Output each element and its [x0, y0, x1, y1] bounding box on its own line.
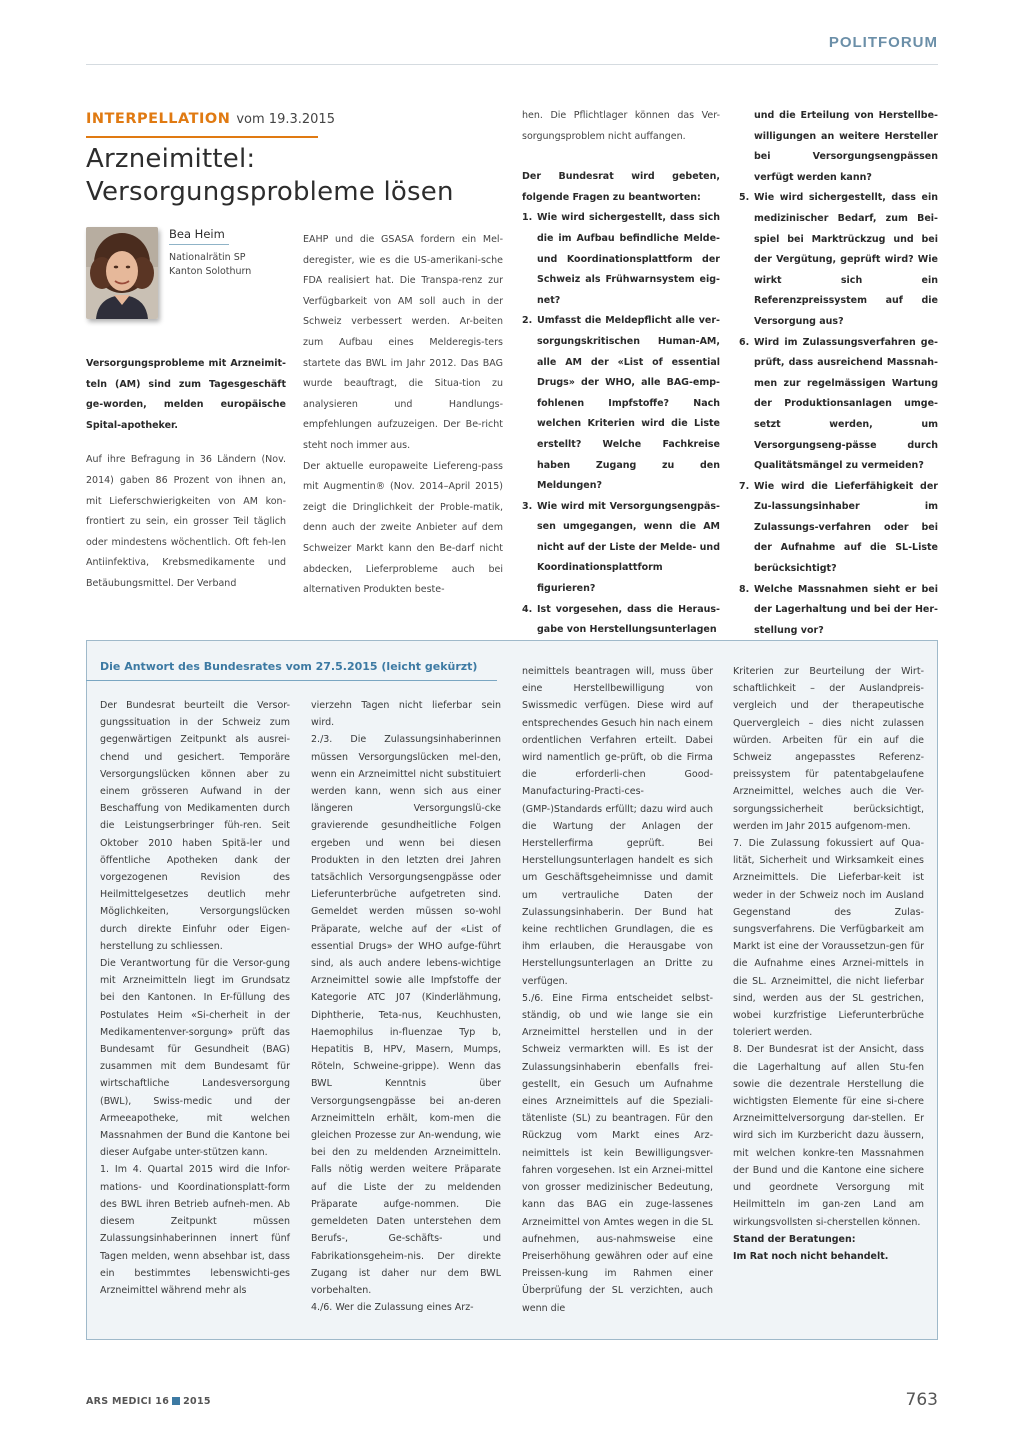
journal-year: 2015: [183, 1396, 211, 1407]
question-list: [522, 208, 720, 640]
lead-paragraph: Versorgungsprobleme mit Arzneimit-teln (AM) sind zum Tagesgeschäft ge-worden, melden europäische Spital-apotheker.: [86, 358, 286, 431]
answer-paragraph: 2./3. Die Zulassungsinhaberinnen müssen Versorgungslücken mel-den, wenn ein Arzneimittel nicht substituiert werden kann, wenn sich aus einer längeren Versorgungslü-cke gravierende gesundheitliche Folgen ergeben und wenn bei diesen Produkten in den letzten drei Jahren tatsächlich Versorgungsengpässe oder Lieferunterbrüche aufgetreten sind. Gemeldet werden müssen so-wohl Präparate, welche auf der «List of essential Drugs» der WHO aufge-führt sind, als auch andere lebens-wichtige Arzneimittel sowie alle Impfstoffe der Kategorie ATC J07 (Kinderlähmung, Diphtherie, Teta-nus, Keuchhusten, Haemophilus in-fluenzae Typ b, Hepatitis B, HPV, Masern, Mumps, Röteln, Schweine-grippe). Wenn das BWL Kenntnis über Versorgungsengpässe bei an-deren Arzneimitteln erhält, kom-men die gleichen Prozesse zur An-wendung, wie bei den zu meldenden Arzneimitteln. Falls nötig werden weitere Präparate auf die Liste der zu meldenden Präparate aufge-nommen. Die gemeldeten Daten unterstehen dem Berufs-, Ge-schäfts- und Fabrikationsgeheim-nis. Der direkte Zugang ist daher nur dem BWL vorbehalten.: [311, 734, 501, 1296]
portrait-image: [86, 227, 158, 319]
body-paragraph: Der aktuelle europaweite Liefereng-pass mit Augmentin® (Nov. 2014–April 2015) zeigt die Dringlichkeit der Proble-matik, denn auch der zweite Anbieter auf dem Schweizer Markt kann den Be-darf nicht abdecken, Lieferprobleme auch bei alternativen Produkten beste-: [303, 460, 503, 596]
question-item: [522, 311, 720, 496]
question-text: Wie wird mit Versorgungsengpäs-sen umgegangen, wenn die AM nicht auf der Liste der Melde- und Koordinationsplattform figurieren?: [537, 500, 720, 595]
question-text: Wie wird sichergestellt, dass ein medizinischer Bedarf, zum Bei-spiel bei Marktrückzug und bei der Vergütung, geprüft wird? Wie wirkt sich ein Referenzpreissystem auf die Versorgung aus?: [754, 192, 938, 327]
header-divider: [86, 64, 938, 65]
question-text: Ist vorgesehen, dass die Heraus-gabe von Herstellungsunterlagen: [537, 603, 720, 636]
square-icon: [172, 1397, 180, 1405]
question-text: und die Erteilung von Herstellbe-willigungen an weitere Hersteller bei Versorgungsengpässen verfügt werden kann?: [754, 110, 938, 183]
status-label: Stand der Beratungen:: [733, 1233, 856, 1245]
question-item: [522, 208, 720, 311]
question-item: [739, 333, 938, 477]
status-value: Im Rat noch nicht behandelt.: [733, 1250, 889, 1262]
answer-paragraph: 7. Die Zulassung fokussiert auf Qua-lität, Sicherheit und Wirksamkeit eines Arzneimittels. Die Lieferbar-keit ist weder in der Schweiz noch im Ausland Gegenstand des Zulas-sungsverfahrens. Die Verfügbarkeit am Markt ist eine der Voraussetzun-gen für die Aufnahme eines Arznei-mittels in die SL. Arzneimittel, die nicht lieferbar sind, werden aus der SL gestrichen, wobei kurzfristige Lieferunterbrüche toleriert werden.: [733, 838, 924, 1039]
author-role: Nationalrätin SP: [169, 252, 246, 263]
question-number: 4.: [522, 603, 533, 615]
kicker-word: INTERPELLATION: [86, 111, 231, 127]
answer-column-3: [522, 663, 713, 1317]
question-number: 6.: [739, 336, 750, 348]
question-number: 8.: [739, 583, 750, 595]
question-item: [739, 477, 938, 580]
answer-paragraph: neimittels beantragen will, muss über eine Herstellbewilligung von Swissmedic verfügen. Diese wird auf entsprechendes Gesuch hin nach einem ordentlichen Verfahren erteilt. Dabei wird namentlich ge-prüft, ob die Firma die erforderli-chen Good-Manufacturing-Practi-ces-(GMP-)Standards erfüllt; dazu wird auch die Wartung der Anlagen der Herstellerfirma geprüft. Bei Herstellungsunterlagen handelt es sich um Geschäftsgeheimnisse und damit um vertrauliche Daten der Zulassungsinhaberin. Der Bund hat keine rechtlichen Grundlagen, die es ihm erlauben, die Herausgabe von Herstellungsunterlagen an Dritte zu verfügen.: [522, 666, 713, 987]
column-3: [522, 106, 720, 641]
question-item: [522, 600, 720, 641]
question-text: Wie wird die Lieferfähigkeit der Zu-lassungsinhaber im Zulassungs-verfahren oder bei der Aufnahme auf die SL-Liste berücksichtigt?: [754, 480, 938, 575]
column-2: [303, 230, 503, 601]
body-paragraph: EAHP und die GSASA fordern ein Mel-deregister, wie es die US-amerikani-sche FDA realisiert hat. Die Transpa-renz zur Verfügbarkeit von AM soll auch in der Schweiz verbessert werden. Ar-beiten zum Aufbau eines Melderegis-ters startete das BWL im Jahr 2012. Das BAG wurde beauftragt, die Situa-tion zu analysieren und Handlungs-empfehlungen aufzuzeigen. Der Be-richt steht noch immer aus.: [303, 234, 503, 451]
kicker: [86, 111, 335, 127]
question-item: [522, 497, 720, 600]
answer-column-2: [311, 697, 501, 1316]
answer-paragraph: 1. Im 4. Quartal 2015 wird die Infor-mations- und Koordinationsplatt-form des BWL ihren Betrieb aufneh-men. Ab diesem Zeitpunkt müssen Zulassungsinhaberinnen innert fünf Tagen melden, wenn absehbar ist, dass ein bestimmtes lebenswichti-ges Arzneimittel während mehr als: [100, 1164, 290, 1296]
author-canton: Kanton Solothurn: [169, 265, 252, 277]
answer-paragraph: Der Bundesrat beurteilt die Versor-gungssituation in der Schweiz zum gegenwärtigen Zeitpunkt als ausrei-chend und gesichert. Temporäre Versorgungslücken können aber zu einem grösseren Aufwand in der Beschaffung von Medikamenten durch die Leistungserbringer füh-ren. Seit Oktober 2010 haben Spitä-ler und öffentliche Apotheken dank der vorgezogenen Revision des Heilmittelgesetzes deutlich mehr Möglichkeiten, Versorgungslücken durch direkte Einfuhr oder Eigen-herstellung zu schliessen.: [100, 700, 290, 952]
answer-paragraph: 8. Der Bundesrat ist der Ansicht, dass die Lagerhaltung auf allen Stu-fen sowie die dezentrale Herstellung die wichtigsten Elemente für eine si-chere Arzneimittelversorgung dar-stellen. Er wird sich im Kurzbericht dazu äussern, mit welchen konkre-ten Massnahmen der Bund und die Kantone eine sichere und geordnete Versorgung mit Heilmitteln im gan-zen Land am wirkungsvollsten si-cherstellen können.: [733, 1044, 924, 1228]
article-title: [86, 143, 466, 209]
title-line-2: Versorgungsprobleme lösen: [86, 177, 454, 207]
kicker-date: vom 19.3.2015: [236, 112, 335, 127]
question-text: Wie wird sichergestellt, dass sich die im Aufbau befindliche Melde- und Koordinationsplattform der Schweiz als Frühwarnsystem eig-net?: [537, 212, 720, 306]
question-number: 3.: [522, 500, 533, 512]
answer-paragraph: 4./6. Wer die Zulassung eines Arz-: [311, 1302, 474, 1314]
answer-title-underline: [86, 680, 497, 681]
answer-paragraph: Kriterien zur Beurteilung der Wirt-schaftlichkeit – der Auslandpreis-vergleich und der therapeutische Quervergleich – dies nicht zulassen würden. Arbeiten für ein auf die Schweiz angepasstes Referenz-preissystem für patentabgelaufene Arzneimittel, welches auch die Ver-sorgungssicherheit berücksichtigt, werden im Jahr 2015 aufgenom-men.: [733, 666, 924, 832]
answer-paragraph: Die Verantwortung für die Versor-gung mit Arzneimitteln liegt im Grundsatz bei den Kantonen. In Er-füllung des Postulates Heim «Si-cherheit in der Medikamentenver-sorgung» prüft das Bundesamt für Gesundheit (BAG) zusammen mit dem Bundesamt für wirtschaftliche Landesversorgung (BWL), Swiss-medic und der Armeeapotheke, mit welchen Massnahmen der Bund die Kantone bei dieser Aufgabe unter-stützen kann.: [100, 958, 290, 1159]
kicker-underline: [86, 136, 318, 138]
answer-column-4: [733, 663, 924, 1265]
question-text: Welche Massnahmen sieht er bei der Lagerhaltung und bei der Her-stellung vor?: [754, 583, 938, 636]
body-paragraph: hen. Die Pflichtlager können das Ver-sorgungsproblem nicht auffangen.: [522, 110, 720, 142]
column-4: [739, 106, 938, 641]
question-item: [739, 188, 938, 332]
footer-journal: [86, 1396, 211, 1407]
answer-title: Die Antwort des Bundesrates vom 27.5.2015 (leicht gekürzt): [100, 660, 478, 673]
author-block: [169, 227, 289, 278]
author-underline: [169, 244, 229, 245]
author-name: Bea Heim: [169, 227, 225, 241]
question-item: [739, 580, 938, 642]
answer-paragraph: vierzehn Tagen nicht lieferbar sein wird.: [311, 700, 501, 729]
title-line-1: Arzneimittel:: [86, 144, 256, 174]
section-label: POLITFORUM: [828, 34, 938, 51]
questions-intro: Der Bundesrat wird gebeten, folgende Fragen zu beantworten:: [522, 171, 720, 203]
question-text: Umfasst die Meldepflicht alle ver-sorgungskritischen Human-AM, alle AM der «List of essential Drugs» der WHO, alle BAG-emp-fohlenen Impfstoffe? Nach welchen Kriterien wird die Liste erstellt? Welche Fachkreise haben Zugang zu den Meldungen?: [537, 315, 720, 492]
question-number: 1.: [522, 212, 533, 224]
body-paragraph: Auf ihre Befragung in 36 Ländern (Nov. 2014) gaben 86 Prozent von ihnen an, mit Lieferschwierigkeiten von AM kon-frontiert zu sein, ein grosser Teil täglich oder mindestens wöchentlich. Oft feh-len Antiinfektiva, Krebsmedikamente und Betäubungsmittel. Der Verband: [86, 454, 286, 589]
column-1: [86, 354, 286, 595]
page-number: 763: [905, 1390, 938, 1410]
question-continuation: [739, 106, 938, 188]
question-number: 7.: [739, 480, 750, 492]
journal-name: ARS MEDICI 16: [86, 1396, 170, 1407]
author-photo: [86, 227, 158, 319]
question-text: Wird im Zulassungsverfahren ge-prüft, dass ausreichend Massnah-men zur regelmässigen Wartung der Produktionsanlagen umge-setzt werden, um Versorgungseng-pässe durch Qualitätsmängel zu vermeiden?: [754, 336, 938, 472]
answer-paragraph: 5./6. Eine Firma entscheidet selbst-ständig, ob und wie lange sie ein Arzneimittel herstellen und in der Schweiz vermarkten will. Es ist der Zulassungsinhaberin ebenfalls frei-gestellt, ein Gesuch um Aufnahme eines Arzneimittels auf die Speziali-tätenliste (SL) zu beantragen. Für den Rückzug vom Markt eines Arz-neimittels ist kein Bewilligungsver-fahren vorgesehen. Ist ein Arznei-mittel von grosser medizinischer Bedeutung, kann das BAG ein zuge-lassenes Arzneimittel von Amtes wegen in die SL aufnehmen, aus-nahmsweise eine Preiserhöhung gewähren oder auf eine Preissen-kung im Rahmen einer Überprüfung der SL verzichten, auch wenn die: [522, 992, 713, 1314]
question-number: 2.: [522, 315, 533, 327]
answer-column-1: [100, 697, 290, 1299]
question-number: 5.: [739, 192, 750, 204]
